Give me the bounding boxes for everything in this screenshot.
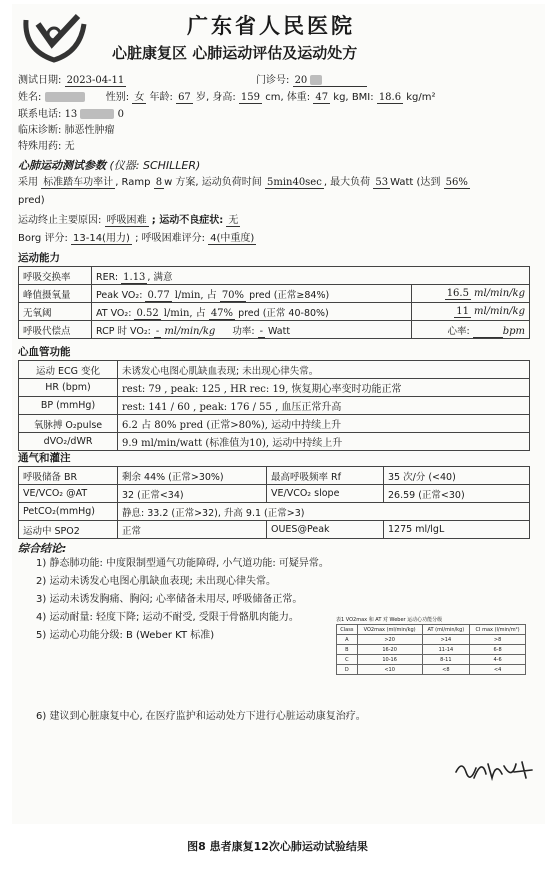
borg-row: Borg 评分: 13-14(用力) ; 呼吸困难评分: 4(中重度) (18, 233, 255, 244)
table-row: 峰值摄氧量 Peak VO₂: 0.77 l/min, 占 70% pred (正常≥84%) 16.5 ml/min/kg (19, 285, 530, 303)
capacity-table (18, 266, 530, 339)
conclusion-item: 4) 运动耐量: 轻度下降; 运动不耐受, 受限于骨骼肌肉能力。 (36, 612, 299, 623)
ventilation-table (18, 466, 530, 539)
hospital-name: 广东省人民医院 (187, 14, 355, 38)
weber-table-title: 表1 VO2max 和 AT 对 Weber 运动心功能分级 (336, 617, 443, 623)
capacity-heading: 运动能力 (18, 252, 60, 264)
table-row: 运动中 SPO2 正常 OUES@Peak 1275 ml/lgL (19, 521, 530, 539)
redaction-blur (45, 92, 85, 102)
table-row: 氧脉搏 O₂pulse 6.2 占 80% pred (正常>80%), 运动中持续上升 (19, 415, 530, 433)
redaction-blur (310, 75, 322, 85)
test-params-line-1: 采用 标准踏车功率计 , Ramp 8 w 方案, 运动负荷时间 5min40sec , 最大负荷 53 Watt (达到 56% (18, 177, 468, 188)
conclusion-item: 2) 运动未诱发心电图心肌缺血表现; 未出现心律失常。 (36, 576, 276, 587)
phone-row: 联系电话: 13 0 (18, 109, 125, 120)
patient-line-1: 姓名: 性别: 女 年龄: 67 岁, 身高: 159 cm, 体重: 47 kg, BMI: 18.6 kg/m² (18, 92, 436, 103)
ventilation-heading: 通气和灌注 (18, 452, 71, 464)
test-params-line-2: pred) (18, 195, 45, 206)
table-row: D <10 <8 <4 (337, 665, 526, 675)
table-row: PetCO₂(mmHg) 静息: 33.2 (正常>32), 升高 9.1 (正常>3) (19, 503, 530, 521)
weber-table (336, 624, 526, 675)
table-row: 运动 ECG 变化 未诱发心电图心肌缺血表现; 未出现心律失常。 (19, 361, 530, 379)
table-row: 呼吸交换率 RER: 1.13 , 满意 (19, 267, 530, 285)
table-row: 呼吸储备 BR 剩余 44% (正常>30%) 最高呼吸频率 Rf 35 次/分 (<40) (19, 467, 530, 485)
conclusion-heading: 综合结论: (18, 542, 67, 555)
figure-caption: 图8 患者康复12次心肺运动试验结果 (187, 840, 368, 853)
table-row: Class VO2max (ml/min/kg) AT (ml/min/kg) CI max (l/min/m²) (337, 625, 526, 635)
report-sheet (12, 4, 545, 824)
hospital-logo-icon (20, 10, 100, 66)
table-row: 无氧阈 AT VO₂: 0.52 l/min, 占 47% pred (正常 40-80%) 11 ml/min/kg (19, 303, 530, 321)
table-row: BP (mmHg) rest: 141 / 60 , peak: 176 / 55 , 血压正常升高 (19, 397, 530, 415)
test-date-value: 2023-04-11 (66, 75, 125, 86)
table-row: 呼吸代偿点 RCP 时 VO₂: - ml/min/kg 功率: - Watt 心率: bpm (19, 321, 530, 339)
cardio-heading: 心血管功能 (18, 346, 71, 358)
test-params-heading: 心肺运动测试参数 (仪器: SCHILLER) (18, 159, 201, 172)
conclusion-item: 3) 运动未诱发胸痛、胸闷; 心率储备未用尽, 呼吸储备正常。 (36, 594, 303, 605)
meds-row: 特殊用药: 无 (18, 141, 75, 152)
stop-reason-row: 运动终止主要原因: 呼吸困难 ; 运动不良症状: 无 (18, 215, 239, 226)
table-row: VE/VCO₂ @AT 32 (正常<34) VE/VCO₂ slope 26.59 (正常<30) (19, 485, 530, 503)
diagnosis-row: 临床诊断: 肺恶性肿瘤 (18, 125, 115, 136)
test-date-row: 测试日期: 2023-04-11 (18, 75, 125, 86)
clinic-no-row: 门诊号: 20 (256, 74, 322, 87)
conclusion-item: 1) 静态肺功能: 中度限制型通气功能障碍, 小气道功能: 可疑异常。 (36, 558, 329, 569)
table-row: dVO₂/dWR 9.9 ml/min/watt (标准值为10), 运动中持续上升 (19, 433, 530, 451)
report-subtitle: 心脏康复区 心肺运动评估及运动处方 (112, 44, 358, 62)
signature-icon (452, 754, 536, 784)
redaction-blur (80, 109, 114, 119)
table-row: C 10-16 8-11 4-6 (337, 655, 526, 665)
table-row: HR (bpm) rest: 79 , peak: 125 , HR rec: 19, 恢复期心率变时功能正常 (19, 379, 530, 397)
cardio-table (18, 360, 530, 451)
table-row: A >20 >14 >8 (337, 635, 526, 645)
conclusion-item: 6) 建议到心脏康复中心, 在医疗监护和运动处方下进行心脏运动康复治疗。 (36, 711, 366, 722)
conclusion-item: 5) 运动心功能分级: B (Weber KT 标准) (36, 630, 215, 641)
table-row: B 16-20 11-14 6-8 (337, 645, 526, 655)
